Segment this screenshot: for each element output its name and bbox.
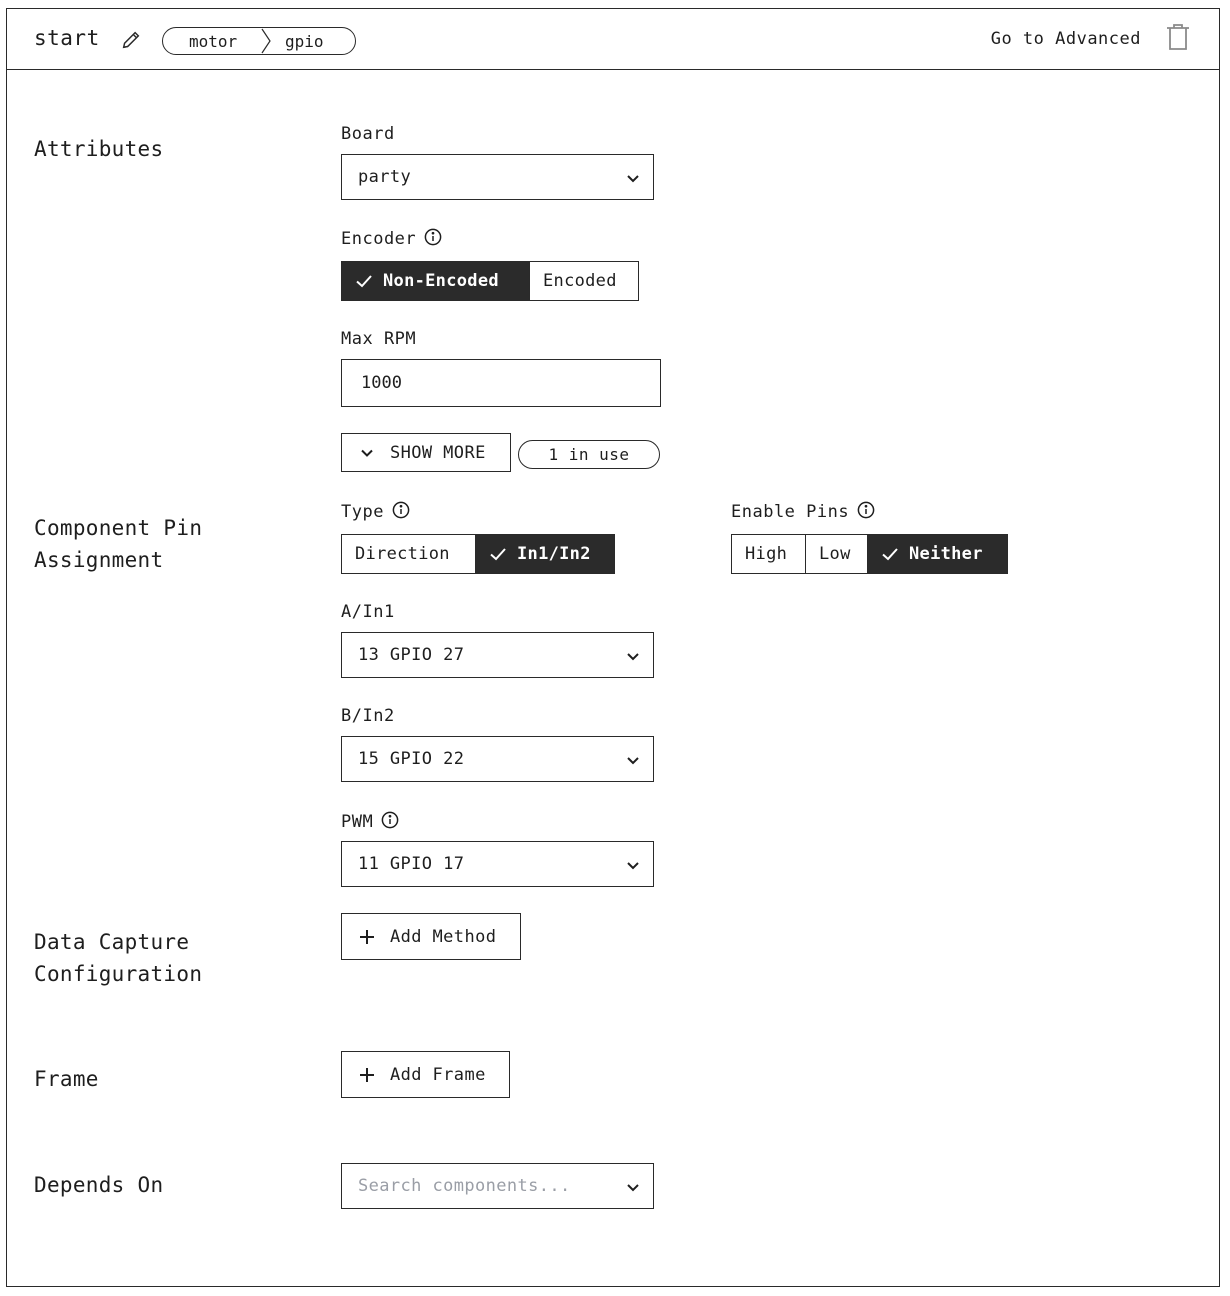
plus-icon — [359, 929, 375, 945]
type-toggle — [341, 534, 615, 574]
check-icon — [881, 545, 899, 563]
component-card — [6, 8, 1220, 1287]
section-title-depends-on: Depends On — [34, 1173, 164, 1197]
enable-option-low[interactable] — [806, 535, 868, 573]
go-to-advanced-link[interactable]: Go to Advanced — [990, 29, 1141, 49]
section-title-data-capture: Data Capture Configuration — [34, 930, 203, 986]
info-icon[interactable] — [857, 501, 875, 519]
info-icon[interactable] — [424, 228, 442, 246]
info-icon[interactable] — [392, 501, 410, 519]
enable-option-label: Low — [819, 544, 851, 564]
show-more-label: SHOW MORE — [390, 442, 486, 463]
pwm-select[interactable] — [341, 841, 654, 887]
a-in1-label: A/In1 — [341, 602, 395, 622]
show-more-button[interactable] — [341, 433, 511, 472]
breadcrumb-item-type: gpio — [285, 32, 324, 51]
type-option-in1-in2[interactable] — [476, 535, 614, 573]
add-frame-label: Add Frame — [390, 1064, 486, 1085]
pwm-label-text: PWM — [341, 812, 374, 832]
enable-option-label: High — [745, 544, 788, 564]
max-rpm-label: Max RPM — [341, 329, 417, 349]
encoder-label-text: Encoder — [341, 229, 417, 249]
type-label-text: Type — [341, 502, 384, 522]
chevron-down-icon — [359, 445, 375, 461]
max-rpm-input[interactable] — [341, 359, 661, 407]
check-icon — [489, 545, 507, 563]
chevron-down-icon — [625, 752, 641, 768]
pwm-label — [341, 811, 399, 832]
enable-option-label: Neither — [909, 544, 983, 564]
b-in2-value: 15 GPIO 22 — [358, 749, 465, 769]
encoder-label — [341, 228, 442, 249]
encoder-option-encoded[interactable] — [530, 262, 638, 300]
board-label: Board — [341, 124, 395, 144]
depends-on-placeholder: Search components... — [358, 1176, 571, 1196]
component-name: start — [34, 26, 100, 50]
pwm-value: 11 GPIO 17 — [358, 854, 465, 874]
enable-option-high[interactable] — [732, 535, 806, 573]
pencil-icon[interactable] — [120, 29, 142, 51]
section-title-frame: Frame — [34, 1067, 99, 1091]
chevron-down-icon — [625, 857, 641, 873]
depends-on-select[interactable] — [341, 1163, 654, 1209]
add-method-label: Add Method — [390, 926, 497, 947]
chevron-down-icon — [625, 648, 641, 664]
enable-pins-label-text: Enable Pins — [731, 502, 850, 522]
breadcrumb-item-model: motor — [189, 32, 238, 51]
chevron-down-icon — [625, 170, 641, 186]
type-option-label: In1/In2 — [517, 544, 591, 564]
type-option-label: Direction — [355, 544, 450, 564]
b-in2-label: B/In2 — [341, 706, 395, 726]
enable-option-neither[interactable] — [868, 535, 1007, 573]
section-title-attributes: Attributes — [34, 137, 164, 161]
type-label — [341, 501, 410, 522]
add-method-button[interactable] — [341, 913, 521, 960]
check-icon — [355, 272, 373, 290]
encoder-option-non-encoded[interactable] — [342, 262, 530, 300]
breadcrumb — [162, 27, 356, 55]
add-frame-button[interactable] — [341, 1051, 510, 1098]
a-in1-select[interactable] — [341, 632, 654, 678]
card-header — [7, 9, 1219, 70]
type-option-direction[interactable] — [342, 535, 476, 573]
board-select-value: party — [358, 167, 412, 187]
plus-icon — [359, 1067, 375, 1083]
encoder-toggle — [341, 261, 639, 301]
enable-pins-toggle — [731, 534, 1008, 574]
b-in2-select[interactable] — [341, 736, 654, 782]
chevron-down-icon — [625, 1179, 641, 1195]
a-in1-value: 13 GPIO 27 — [358, 645, 465, 665]
in-use-badge: 1 in use — [518, 440, 660, 469]
chevron-right-icon — [260, 28, 272, 54]
encoder-option-label: Encoded — [543, 271, 617, 291]
encoder-option-label: Non-Encoded — [383, 271, 499, 291]
section-title-pin-assignment: Component Pin Assignment — [34, 516, 203, 572]
max-rpm-value: 1000 — [361, 373, 402, 393]
enable-pins-label — [731, 501, 875, 522]
board-select[interactable] — [341, 154, 654, 200]
info-icon[interactable] — [381, 811, 399, 829]
trash-icon[interactable] — [1165, 23, 1191, 51]
